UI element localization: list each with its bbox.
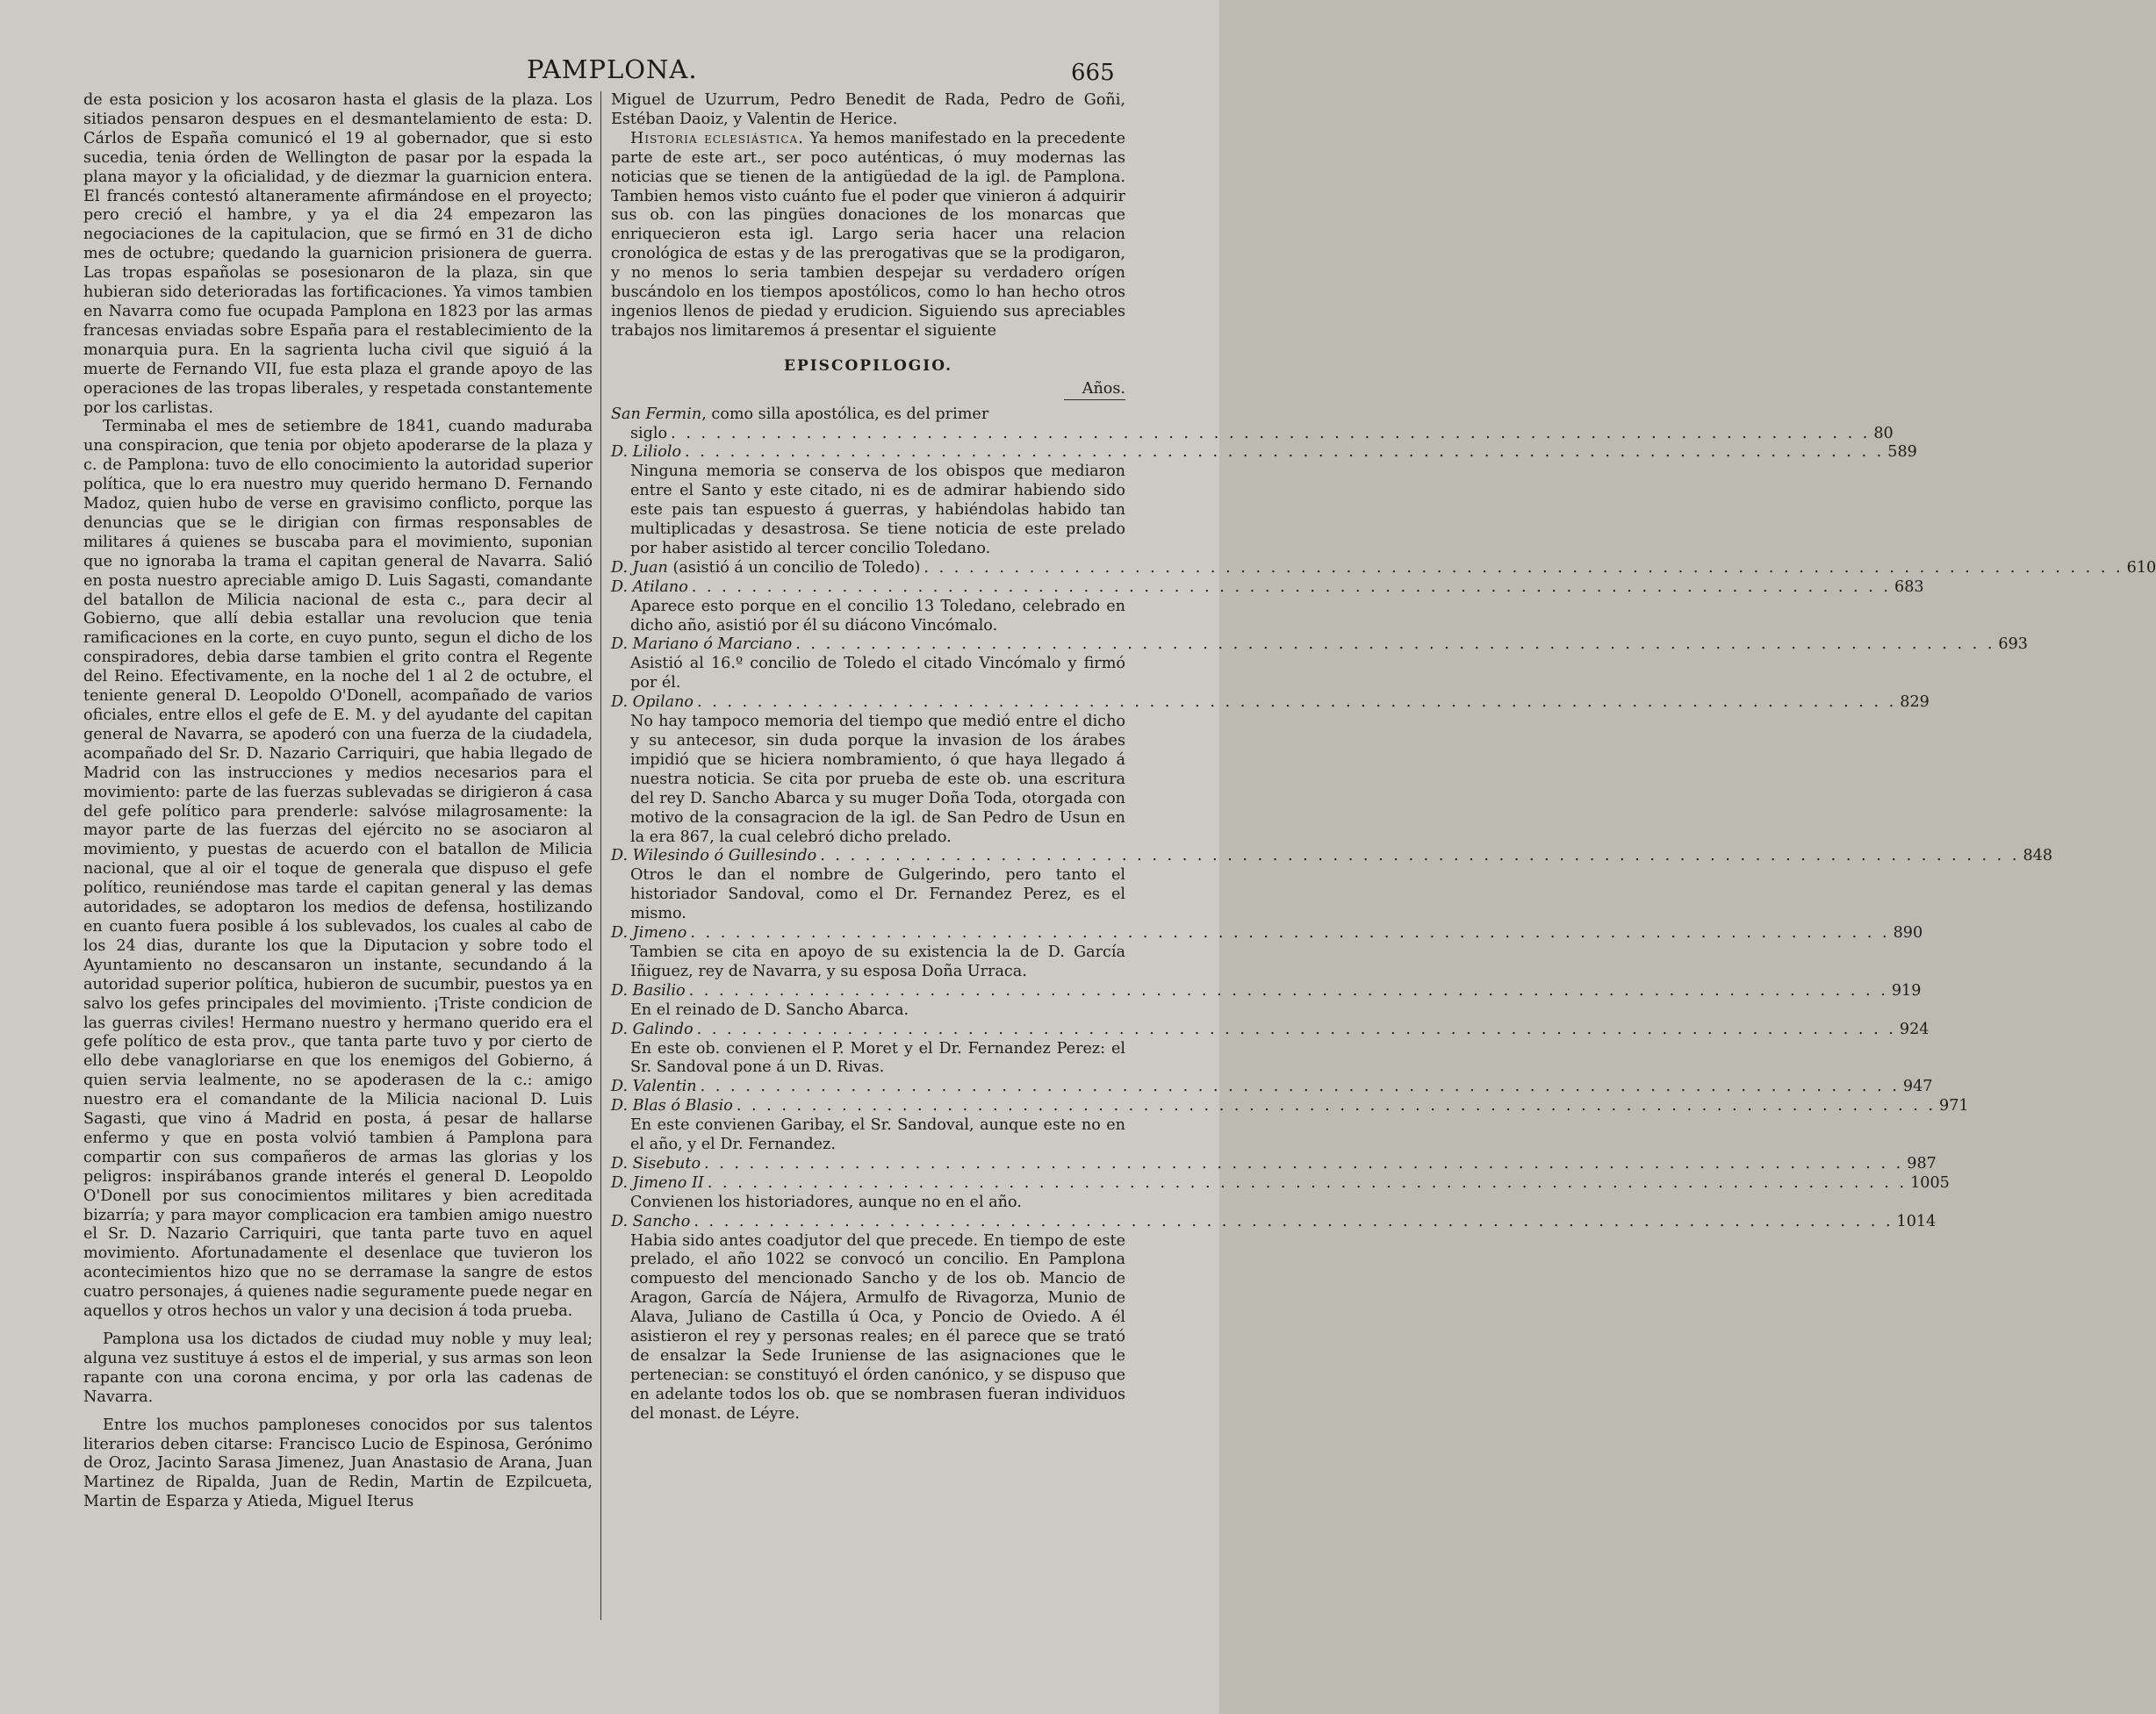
bishop-remark-cont: siglo bbox=[630, 424, 668, 442]
bishop-entry bbox=[611, 693, 1930, 847]
right-intro: Miguel de Uzurrum, Pedro Benedit de Rada, Pedro de Goñi, Estéban Daoiz, y Valentin de Herice. bbox=[611, 91, 1125, 128]
bishop-note: En este ob. convienen el P. Moret y el Dr. Fernandez Perez: el Sr. Sandoval pone á un D. Rivas. bbox=[630, 1039, 1125, 1077]
bishop-entry bbox=[611, 1154, 1937, 1174]
leader-dots: . . . . . . . . . . . . . . . . . . . . . . . . . . . . . . . . . . . . . . . . . . . . . . . . . . . . . . . . . . . . . . . . . . . . . . . . . . . . . . . . bbox=[923, 558, 2124, 577]
bishop-entry bbox=[611, 1020, 1930, 1079]
bishop-year: 1014 bbox=[1896, 1212, 1937, 1230]
page-number: 665 bbox=[1071, 60, 1115, 86]
bishop-year: 829 bbox=[1900, 693, 1930, 712]
running-head-title: PAMPLONA. bbox=[527, 54, 698, 84]
leader-dots: . . . . . . . . . . . . . . . . . . . . . . . . . . . . . . . . . . . . . . . . . . . . . . . . . . . . . . . . . . . . . . . . . . . . . . . . . . . . . . . . bbox=[795, 635, 1995, 654]
bishop-name: D. Liliolo bbox=[611, 443, 682, 462]
bishop-line bbox=[611, 1173, 1950, 1194]
bishop-year: 924 bbox=[1899, 1020, 1930, 1038]
bishop-year: 947 bbox=[1902, 1078, 1933, 1096]
bishop-name: D. Wilesindo ó Guillesindo bbox=[611, 847, 817, 865]
left-paragraph: Terminaba el mes de setiembre de 1841, cuando maduraba una conspiracion, que tenia por objeto apoderarse de la plaza y c. de Pamplona: tuvo de ello conocimiento la autoridad superior política, que lo era nuestro muy querido hermano D. Fernando Madoz, quien hubo de verse en gravisimo conflicto, porque las denuncias que se le dirigian con firmas responsables de militares á quienes se buscaba para el movimiento, suponian que no ignoraba la trama el capitan general de Navarra. Salió en posta nuestro apreciable amigo D. Luis Sagasti, comandante del batallon de Milicia nacional de esta c., para decir al Gobierno, que allí debia estallar una revolucion que tenia ramificaciones en la corte, en cuyo punto, segun el dicho de los conspiradores, debia darse tambien el grito contra el Regente del Reino. Efectivamente, en la noche del 1 al 2 de octubre, el teniente general D. Leopoldo O'Donell, acompañado de varios oficiales, entre ellos el gefe de E. M. y del ayudante del capitan general de Navarra, se apoderó con una fuerza de la ciudadela, acompañado del Sr. D. Nazario Carriquiri, que habia llegado de Madrid con las instrucciones y medios necesarios para el movimiento: parte de las fuerzas sublevadas se dirigieron á casa del gefe político para prenderle: salvóse milagrosamente: la mayor parte de las fuerzas del ejército no se asociaron al movimiento, y puestas de acuerdo con el batallon de Milicia nacional, que al oir el toque de generala que dispuso el gefe político, reuniéndose mas tarde el capitan general y las demas autoridades, se adoptaron los medios de defensa, hostilizando en cuanto fuera posible á los sublevados, los cuales al cabo de los 24 dias, durante los que la Diputacion y sobre todo el Ayuntamiento no descansaron un instante, secundando á la autoridad superior política, hubieron de sucumbir, puestos ya en salvo los gefes principales del movimiento. ¡Triste condicion de las guerras civiles! Hermano nuestro y hermano querido era el gefe político de esta prov., que tanta parte tuvo y por cierto de ello debe vanagloriarse en que los enemigos del Gobierno, á quien servia lealmente, no se apoderasen de la c.: amigo nuestro era el comandante de la Milicia nacional D. Luis Sagasti, que vino á Madrid en posta, á pesar de hallarse enfermo y que en posta volvió tambien á Pamplona para compartir con sus compañeros de armas las glorias y los peligros: inspirábanos grande interés el general D. Leopoldo O'Donell por sus conocimientos militares y bien acreditada bizarría; y para mayor complicacion era tambien amigo nuestro el Sr. D. Nazario Carriquiri, que tanta parte tuvo en aquel movimiento. Afortunadamente el desenlace que tuvieron los acontecimientos hizo que no se derramase la sangre de estos cuatro personajes, á quienes nadie seguramente puede negar en aquellos y otros hechos un valor y una decision á toda prueba. bbox=[83, 418, 593, 1321]
left-paragraph: Pamplona usa los dictados de ciudad muy noble y muy leal; alguna vez sustituye á estos el de imperial, y sus armas son leon rapante con una corona encima, y por orla las cadenas de Navarra. bbox=[83, 1330, 593, 1406]
right-column bbox=[611, 91, 2156, 1424]
bishop-name: D. Atilano bbox=[611, 577, 688, 596]
bishop-entry bbox=[611, 924, 1923, 982]
bishop-note: En este convienen Garibay, el Sr. Sandoval, aunque este no en el año, y el Dr. Fernandez. bbox=[630, 1116, 1125, 1154]
bishop-year: 919 bbox=[1891, 981, 1922, 1000]
bishop-year: 890 bbox=[1893, 924, 1923, 943]
bishop-year: 80 bbox=[1873, 424, 1894, 442]
bishop-note: Tambien se cita en apoyo de su existencia la de D. García Iñiguez, rey de Navarra, y su esposa Doña Urraca. bbox=[630, 943, 1125, 980]
bishop-line bbox=[611, 693, 1930, 713]
bishop-note: En el reinado de D. Sancho Abarca. bbox=[630, 1000, 909, 1019]
bishop-entry bbox=[611, 847, 2053, 924]
bishop-note: Ninguna memoria se conserva de los obispos que mediaron entre el Santo y este citado, ni es de admirar habiendo sido este pais tan espuesto á guerras, y habiéndolas habido tan multiplicadas y desastrosa. Se tiene noticia de este prelado por haber asistido al tercer concilio Toledano. bbox=[630, 463, 1125, 557]
bishop-name: D. Juan (asistió á un concilio de Toledo) bbox=[611, 558, 921, 577]
bishop-entry bbox=[611, 1173, 1950, 1213]
bishop-year: 610 bbox=[2126, 558, 2156, 577]
bishop-line bbox=[611, 847, 2053, 866]
left-paragraph: de esta posicion y los acosaron hasta el glasis de la plaza. Los sitiados pensaron despues en el desmantelamiento de esta: D. Cárlos de España comunicó el 19 al gobernador, que si esto sucedia, tenia órden de Wellington de pasar por la espada la plana mayor y la oficialidad, y de diezmar la guarnicion entera. El francés contestó altaneramente afirmándose en el proyecto; pero creció el hambre, y ya el dia 24 empezaron las negociaciones de la capitulacion, que se firmó en 31 de dicho mes de octubre; quedando la guarnicion prisionera de guerra. Las tropas españolas se posesionaron de la plaza, sin que hubieran sido deterioradas las fortificaciones. Ya vimos tambien en Navarra como fue ocupada Pamplona en 1823 por las armas francesas enviadas sobre España para el restablecimiento de la monarquia pura. En la sagrienta lucha civil que siguió á la muerte de Fernando VII, fue esta plaza el grande apoyo de las operaciones de las tropas liberales, y respetada constantemente por los carlistas. bbox=[83, 91, 593, 417]
bishop-line bbox=[611, 1097, 1969, 1116]
bishop-name: D. Opilano bbox=[611, 693, 694, 712]
bishop-line bbox=[611, 577, 1924, 598]
bishop-line bbox=[611, 981, 1922, 1001]
leader-dots: . . . . . . . . . . . . . . . . . . . . . . . . . . . . . . . . . . . . . . . . . . . . . . . . . . . . . . . . . . . . . . . . . . . . . . . . . . . . . . . . bbox=[671, 424, 1871, 442]
bishop-note: Habia sido antes coadjutor del que precede. En tiempo de este prelado, el año 1022 se convocó un concilio. En Pamplona compuesto del mencionado Sancho y de los ob. Mancio de Aragon, García de Nájera, Armulfo de Rivagorza, Munio de Alava, Juliano de Castilla ú Oca, y Poncio de Oviedo. A él asistieron el rey y personas reales; en él parece que se trató de ensalzar la Sede Iruniense de las asignaciones que le pertenecian: se constituyó el órden canónico, y se dispuso que en adelante todos los ob. que se nombrasen fueran individuos del monast. de Léyre. bbox=[630, 1231, 1125, 1423]
bishop-name: D. Jimeno bbox=[611, 924, 687, 943]
bishop-name: D. Sancho bbox=[611, 1212, 691, 1230]
leader-dots: . . . . . . . . . . . . . . . . . . . . . . . . . . . . . . . . . . . . . . . . . . . . . . . . . . . . . . . . . . . . . . . . . . . . . . . . . . . . . . . . bbox=[707, 1173, 1908, 1192]
leader-dots: . . . . . . . . . . . . . . . . . . . . . . . . . . . . . . . . . . . . . . . . . . . . . . . . . . . . . . . . . . . . . . . . . . . . . . . . . . . . . . . . bbox=[690, 924, 1890, 943]
bishop-name: D. Jimeno II bbox=[611, 1173, 704, 1192]
bishop-line bbox=[611, 558, 2156, 578]
bishop-name: D. Mariano ó Marciano bbox=[611, 635, 793, 654]
bishop-year: 971 bbox=[1939, 1097, 1969, 1115]
leader-dots: . . . . . . . . . . . . . . . . . . . . . . . . . . . . . . . . . . . . . . . . . . . . . . . . . . . . . . . . . . . . . . . . . . . . . . . . . . . . . . . . bbox=[685, 443, 1885, 462]
episcopologio-title: EPISCOPILOGIO. bbox=[783, 356, 952, 375]
bishop-name: D. Galindo bbox=[611, 1020, 694, 1038]
bishop-entry bbox=[611, 405, 1894, 444]
bishop-line bbox=[611, 1212, 1937, 1232]
bishop-note: Aparece esto porque en el concilio 13 Toledano, celebrado en dicho año, asistió por él su diácono Vincómalo. bbox=[630, 597, 1125, 635]
bishop-note: No hay tampoco memoria del tiempo que medió entre el dicho y su antecesor, sin duda porque la invasion de los árabes impidió que se hiciera nombramiento, ó que haya llegado á nuestra noticia. Se cita por prueba de este ob. una escritura del rey D. Sancho Abarca y su muger Doña Toda, otorgada con motivo de la consagracion de la igl. de San Pedro de Usun en la era 867, la cual celebró dicho prelado. bbox=[630, 713, 1125, 846]
bishop-year: 589 bbox=[1887, 443, 1917, 462]
leader-dots: . . . . . . . . . . . . . . . . . . . . . . . . . . . . . . . . . . . . . . . . . . . . . . . . . . . . . . . . . . . . . . . . . . . . . . . . . . . . . . . . bbox=[736, 1097, 1937, 1115]
leader-dots: . . . . . . . . . . . . . . . . . . . . . . . . . . . . . . . . . . . . . . . . . . . . . . . . . . . . . . . . . . . . . . . . . . . . . . . . . . . . . . . . bbox=[691, 577, 1892, 596]
bishop-year: 987 bbox=[1907, 1154, 1937, 1173]
bishop-name: D. Basilio bbox=[611, 981, 686, 1000]
bishop-line bbox=[611, 1154, 1937, 1174]
years-header: Años. bbox=[1082, 379, 1125, 398]
leader-dots: . . . . . . . . . . . . . . . . . . . . . . . . . . . . . . . . . . . . . . . . . . . . . . . . . . . . . . . . . . . . . . . . . . . . . . . . . . . . . . . . bbox=[696, 1020, 1896, 1038]
bishop-entry bbox=[611, 981, 1922, 1021]
leader-dots: . . . . . . . . . . . . . . . . . . . . . . . . . . . . . . . . . . . . . . . . . . . . . . . . . . . . . . . . . . . . . . . . . . . . . . . . . . . . . . . . bbox=[697, 693, 1897, 712]
bishop-remark: , como silla apostólica, es del primer bbox=[701, 405, 989, 423]
section-label: Historia eclesiástica. bbox=[630, 129, 804, 147]
bishop-entry bbox=[611, 577, 1924, 636]
leader-dots: . . . . . . . . . . . . . . . . . . . . . . . . . . . . . . . . . . . . . . . . . . . . . . . . . . . . . . . . . . . . . . . . . . . . . . . . . . . . . . . . bbox=[704, 1154, 1904, 1173]
bishop-note: Otros le dan el nombre de Gulgerindo, pero tanto el historiador Sandoval, como el Dr. Fernandez Perez, es el mismo. bbox=[630, 866, 1125, 923]
bishop-entry bbox=[611, 443, 1917, 558]
bishop-line bbox=[611, 405, 1125, 425]
bishop-note: Convienen los historiadores, aunque no en el año. bbox=[630, 1193, 1022, 1211]
bishop-line bbox=[611, 1020, 1930, 1040]
bishop-year: 1005 bbox=[1910, 1173, 1950, 1192]
bishop-line bbox=[611, 443, 1917, 463]
bishop-year: 693 bbox=[1998, 635, 2029, 654]
section-text: Ya hemos manifestado en la precedente parte de este art., ser poco auténticas, ó muy modernas las noticias que se tienen de la antigüedad de la igl. de Pamplona. Tambien hemos visto cuánto fue el poder que vinieron á adquirir sus ob. con las pingües donaciones de los monarcas que enriquecieron esta igl. Largo seria hacer una relacion cronológica de estas y de las prerogativas que se la prodigaron, y no menos lo seria tambien despejar su verdadero orígen buscándolo en los tiempos apostólicos, como lo han hecho otros ingenios llenos de piedad y erudicion. Siguiendo sus apreciables trabajos nos limitaremos á presentar el siguiente bbox=[611, 129, 1125, 340]
bishop-entry bbox=[611, 1212, 1937, 1424]
bishop-entry bbox=[611, 558, 2156, 578]
leader-dots: . . . . . . . . . . . . . . . . . . . . . . . . . . . . . . . . . . . . . . . . . . . . . . . . . . . . . . . . . . . . . . . . . . . . . . . . . . . . . . . . bbox=[700, 1078, 1900, 1096]
column-divider bbox=[600, 91, 601, 1620]
bishop-line bbox=[611, 424, 1894, 444]
leader-dots: . . . . . . . . . . . . . . . . . . . . . . . . . . . . . . . . . . . . . . . . . . . . . . . . . . . . . . . . . . . . . . . . . . . . . . . . . . . . . . . . bbox=[694, 1212, 1894, 1230]
bishop-line bbox=[611, 635, 2029, 655]
bishop-line bbox=[611, 1078, 1933, 1097]
left-column bbox=[83, 91, 593, 1512]
years-header-rule bbox=[1064, 399, 1125, 400]
bishop-entry bbox=[611, 1078, 1933, 1097]
bishop-line bbox=[611, 924, 1923, 943]
bishop-list bbox=[611, 405, 2156, 1424]
bishop-year: 848 bbox=[2023, 847, 2053, 865]
left-paragraph: Entre los muchos pamploneses conocidos por sus talentos literarios deben citarse: Francisco Lucio de Espinosa, Gerónimo de Oroz, Jacinto Sarasa Jimenez, Juan Anastasio de Arana, Juan Martinez de Ripalda, Juan de Redin, Martin de Ezpilcueta, Martin de Esparza y Atieda, Miguel Iterus bbox=[83, 1416, 593, 1511]
leader-dots: . . . . . . . . . . . . . . . . . . . . . . . . . . . . . . . . . . . . . . . . . . . . . . . . . . . . . . . . . . . . . . . . . . . . . . . . . . . . . . . . bbox=[688, 981, 1888, 1000]
bishop-name: D. Blas ó Blasio bbox=[611, 1097, 733, 1115]
bishop-entry bbox=[611, 1097, 1969, 1155]
bishop-name: D. Sisebuto bbox=[611, 1154, 701, 1173]
bishop-entry bbox=[611, 635, 2029, 693]
bishop-name: San Fermin bbox=[611, 405, 702, 423]
bishop-name: D. Valentin bbox=[611, 1078, 697, 1096]
leader-dots: . . . . . . . . . . . . . . . . . . . . . . . . . . . . . . . . . . . . . . . . . . . . . . . . . . . . . . . . . . . . . . . . . . . . . . . . . . . . . . . . bbox=[820, 847, 2020, 865]
bishop-note: Asistió al 16.º concilio de Toledo el citado Vincómalo y firmó por él. bbox=[630, 655, 1125, 692]
bishop-year: 683 bbox=[1894, 577, 1924, 596]
